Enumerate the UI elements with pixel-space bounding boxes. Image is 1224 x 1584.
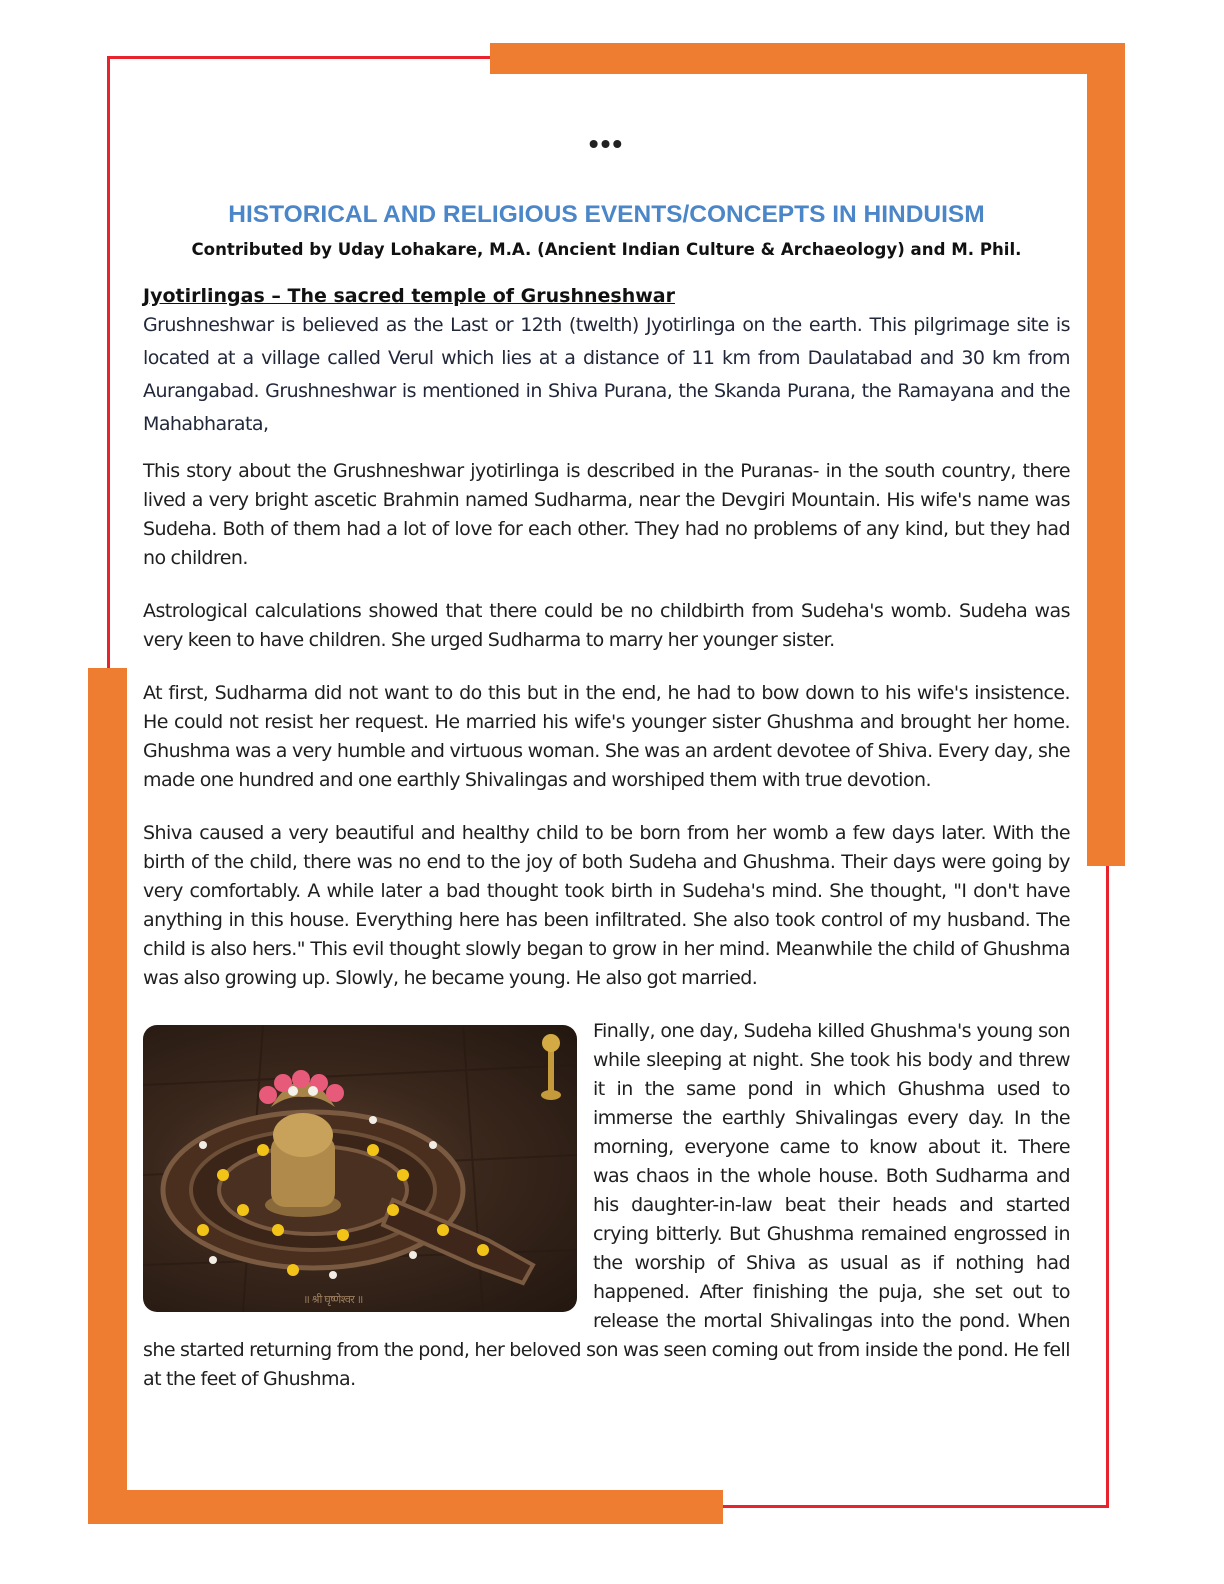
orange-border-bottom [88,1490,723,1524]
shivalinga-photo [143,1025,577,1312]
paragraph: Astrological calculations showed that there could be no childbirth from Sudeha's womb. Sudeha was very keen to have children. She urged Sudharma to marry her younger sister. [143,600,1070,651]
orange-border-left [88,668,127,1524]
shivalinga-illustration [143,1025,577,1312]
paragraph: This story about the Grushneshwar jyotirlinga is described in the Puranas- in the south country, there lived a very bright ascetic Brahmin named Sudharma, near the Devgiri Mountain. His wife's name was Sudeha. Both of them had a lot of love for each other. They had no problems of any kind, but they had no children. [143,460,1070,569]
svg-text:॥ श्री घृष्णेश्वर ॥: ॥ श्री घृष्णेश्वर ॥ [303,1293,363,1306]
orange-border-right [1087,43,1125,866]
page-title: HISTORICAL AND RELIGIOUS EVENTS/CONCEPTS IN HINDUISM [228,201,985,228]
paragraph: Grushneshwar is believed as the Last or 12th (twelth) Jyotirlinga on the earth. This pilgrimage site is located at a village called Verul which lies at a distance of 11 km from Daulatabad and 30 km from Aurangabad. Grushneshwar is mentioned in Shiva Purana, the Skanda Purana, the Ramayana and the Mahabharata, [143,314,1070,435]
orange-border-top [490,43,1125,74]
paragraph-text: Finally, one day, Sudeha killed Ghushma's young son while sleeping at night. She took his body and threw it in the same pond in which Ghushma used to immerse the earthly Shivalingas every day. In the morning, everyone came to know about it. There was chaos in the whole house. Both Sudharma and his daughter-in-law beat their heads and started crying bitterly. But Ghushma remained engrossed in the worship of Shiva as usual as if nothing had happened. After finishing the puja, she set out to release the mortal Shivalingas into the pond. When she started returning from the pond, her beloved son was seen coming out from inside the pond. He fell at the feet of Ghushma. [143,1020,1070,1390]
article [143,130,1070,1394]
section-heading: Jyotirlingas – The sacred temple of Grushneshwar [143,285,675,307]
paragraph: At first, Sudharma did not want to do this but in the end, he had to bow down to his wife's insistence. He could not resist her request. He married his wife's younger sister Ghushma and brought her home. Ghushma was a very humble and virtuous woman. She was an ardent devotee of Shiva. Every day, she made one hundred and one earthly Shivalingas and worshiped them with true devotion. [143,682,1070,791]
contributor-line: Contributed by Uday Lohakare, M.A. (Ancient Indian Culture & Archaeology) and M. Phil. [191,240,1022,259]
paragraph-with-photo [143,1017,1070,1394]
ellipsis-ornament: ••• [588,128,625,159]
paragraph: Shiva caused a very beautiful and healthy child to be born from her womb a few days later. With the birth of the child, there was no end to the joy of both Sudeha and Ghushma. Their days were going by very comfortably. A while later a bad thought took birth in Sudeha's mind. She thought, "I don't have anything in this house. Everything here has been infiltrated. She also took control of my husband. The child is also hers." This evil thought slowly began to grow in her mind. Meanwhile the child of Ghushma was also growing up. Slowly, he became young. He also got married. [143,822,1070,989]
